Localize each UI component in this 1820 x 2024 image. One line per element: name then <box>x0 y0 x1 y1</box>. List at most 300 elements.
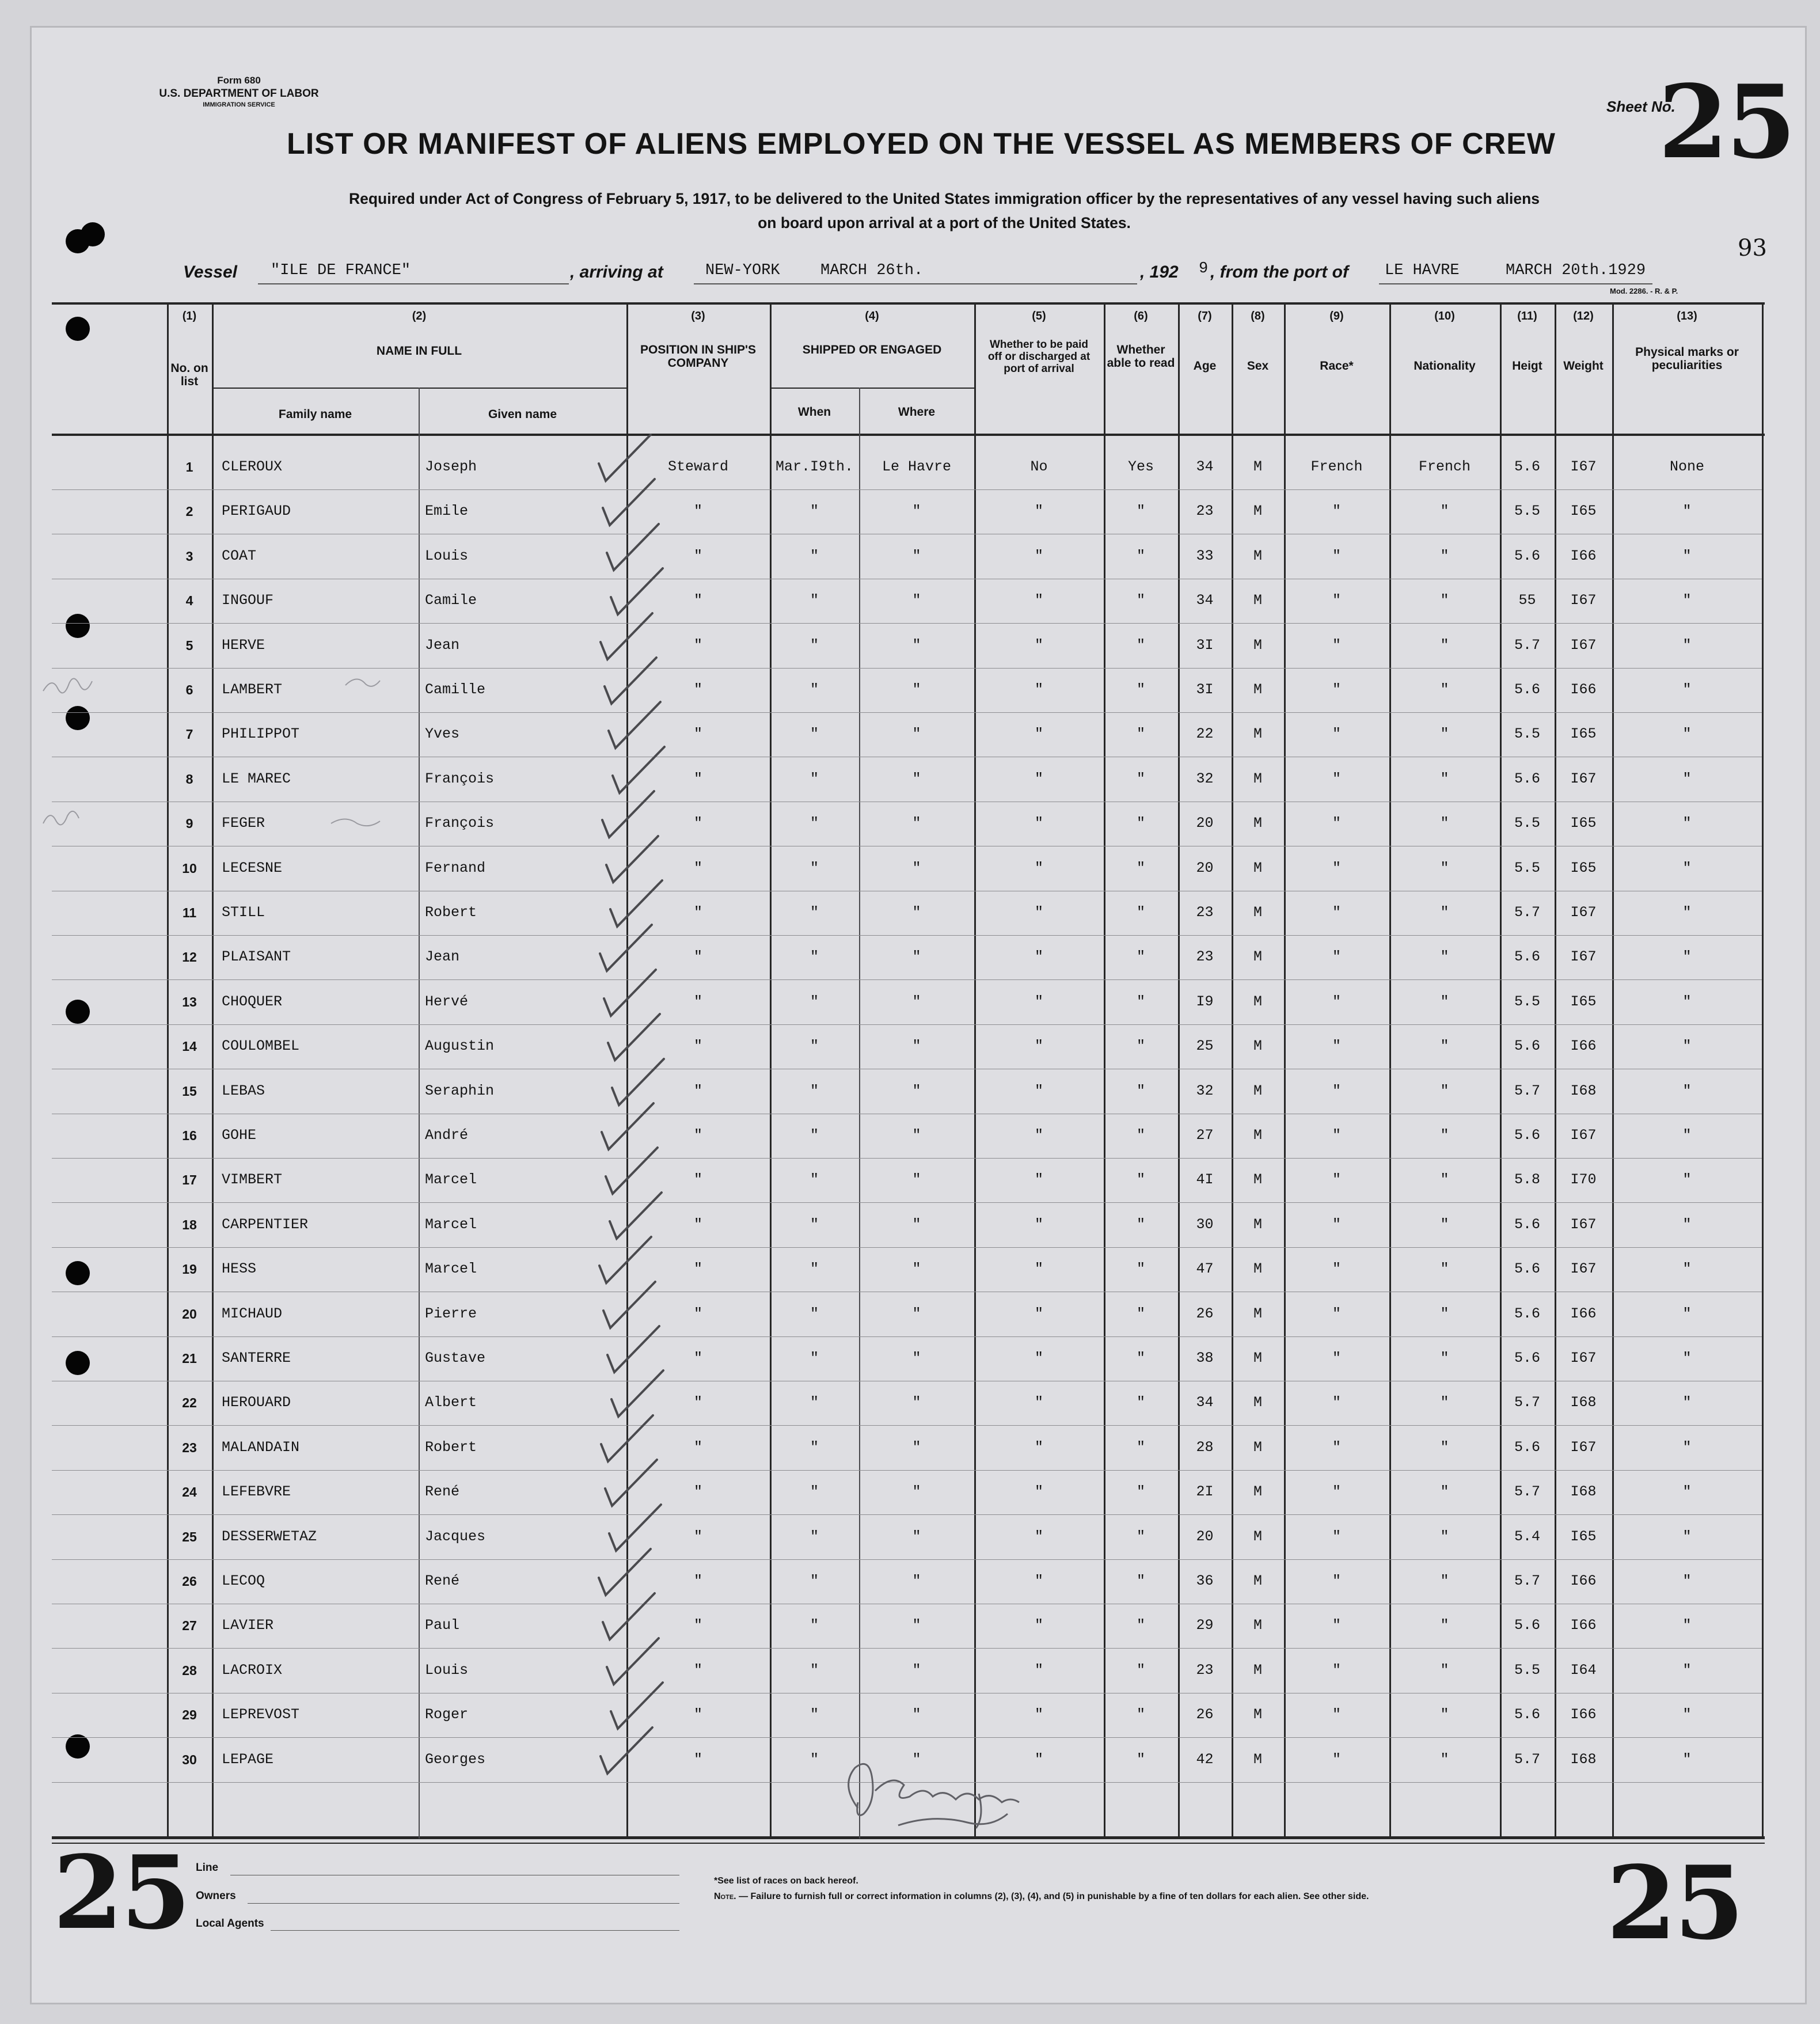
cell-given-name: Paul <box>425 1617 460 1634</box>
cell-able-to-read: " <box>1136 860 1145 876</box>
cell-physical-marks: " <box>1682 1483 1692 1500</box>
cell-no: 18 <box>182 1217 197 1232</box>
cell-where: " <box>912 637 921 654</box>
col3-number: (3) <box>691 310 705 322</box>
stamp-number: 93 <box>1738 235 1767 261</box>
cell-paid-off: " <box>1034 592 1043 609</box>
cell-race: " <box>1332 592 1341 609</box>
col6-number: (6) <box>1134 310 1148 322</box>
cell-able-to-read: " <box>1136 1528 1145 1545</box>
cell-nationality: " <box>1440 1528 1449 1545</box>
cell-family-name: COAT <box>222 548 257 564</box>
cell-where: " <box>912 1038 921 1054</box>
cell-height: 5.6 <box>1514 1216 1540 1233</box>
cell-sex: M <box>1253 592 1262 609</box>
cell-able-to-read: " <box>1136 948 1145 965</box>
cell-race: " <box>1332 726 1341 742</box>
cell-nationality: " <box>1440 1573 1449 1589</box>
cell-where: " <box>912 548 921 564</box>
cell-no: 29 <box>182 1707 197 1722</box>
cell-height: 5.7 <box>1514 637 1540 654</box>
cell-nationality: " <box>1440 904 1449 921</box>
year-digit: 9 <box>1199 260 1209 278</box>
cell-paid-off: " <box>1034 1617 1043 1634</box>
cell-able-to-read: " <box>1136 815 1145 831</box>
cell-given-name: Yves <box>425 726 460 742</box>
cell-sex: M <box>1253 1662 1262 1679</box>
col6-label: Whether able to read <box>1107 343 1175 370</box>
cell-paid-off: " <box>1034 1662 1043 1679</box>
cell-nationality: " <box>1440 948 1449 965</box>
cell-where: " <box>912 1617 921 1634</box>
cell-race: " <box>1332 1483 1341 1500</box>
sheet-number-top: 25 <box>1658 63 1794 181</box>
cell-physical-marks: " <box>1682 1617 1692 1634</box>
cell-sex: M <box>1253 1483 1262 1500</box>
cell-age: 42 <box>1196 1751 1214 1768</box>
col13-label: Physical marks or peculiarities <box>1635 345 1739 372</box>
cell-physical-marks: " <box>1682 1305 1692 1322</box>
cell-sex: M <box>1253 860 1262 876</box>
cell-able-to-read: " <box>1136 592 1145 609</box>
cell-weight: I65 <box>1570 993 1597 1010</box>
cell-physical-marks: " <box>1682 1083 1692 1099</box>
cell-position: " <box>693 1216 702 1233</box>
cell-where: " <box>912 1260 921 1277</box>
cell-family-name: SANTERRE <box>222 1350 291 1366</box>
cell-position: " <box>693 948 702 965</box>
cell-age: 4I <box>1196 1171 1214 1188</box>
cell-nationality: " <box>1440 993 1449 1010</box>
checkmark-icon <box>602 1103 653 1149</box>
cell-when: " <box>810 1617 819 1634</box>
arriving-port: NEW-YORK <box>705 262 780 279</box>
cell-age: 23 <box>1196 1662 1214 1679</box>
checkmark-icon <box>605 1460 657 1506</box>
cell-able-to-read: " <box>1136 1127 1145 1144</box>
checkmark-icon <box>609 1505 661 1551</box>
checkmark-icon <box>610 1193 662 1239</box>
cell-height: 5.5 <box>1514 726 1540 742</box>
cell-height: 5.6 <box>1514 1260 1540 1277</box>
cell-weight: I65 <box>1570 815 1597 831</box>
cell-when: " <box>810 1083 819 1099</box>
footer-note <box>714 1892 1369 1902</box>
cell-age: 36 <box>1196 1573 1214 1589</box>
cell-age: 3I <box>1196 681 1214 698</box>
cell-physical-marks: " <box>1682 681 1692 698</box>
cell-height: 5.6 <box>1514 948 1540 965</box>
cell-no: 10 <box>182 861 197 876</box>
cell-weight: I65 <box>1570 1528 1597 1545</box>
cell-sex: M <box>1253 993 1262 1010</box>
cell-sex: M <box>1253 1127 1262 1144</box>
cell-position: " <box>693 1439 702 1456</box>
sheet-number-bottom-right: 25 <box>1606 1844 1742 1962</box>
cell-race: " <box>1332 1305 1341 1322</box>
local-agents-label: Local Agents <box>196 1917 264 1930</box>
cell-race: " <box>1332 1662 1341 1679</box>
cell-sex: M <box>1253 948 1262 965</box>
cell-no: 16 <box>182 1128 197 1143</box>
cell-position: Steward <box>667 458 729 475</box>
cell-able-to-read: " <box>1136 1083 1145 1099</box>
cell-position: " <box>693 1483 702 1500</box>
cell-where: " <box>912 503 921 519</box>
cell-given-name: Robert <box>425 904 477 921</box>
races-note: *See list of races on back hereof. <box>714 1876 858 1886</box>
cell-race: " <box>1332 993 1341 1010</box>
cell-weight: I67 <box>1570 1260 1597 1277</box>
cell-physical-marks: " <box>1682 548 1692 564</box>
sheet-number-bottom-left: 25 <box>53 1834 189 1952</box>
cell-physical-marks: " <box>1682 1260 1692 1277</box>
cell-height: 5.7 <box>1514 1483 1540 1500</box>
note-label: Note. <box>714 1892 736 1901</box>
cell-no: 4 <box>185 593 193 608</box>
cell-age: 34 <box>1196 1394 1214 1411</box>
cell-nationality: " <box>1440 1439 1449 1456</box>
cell-where: " <box>912 1305 921 1322</box>
arriving-date: MARCH 26th. <box>820 262 924 279</box>
cell-height: 5.6 <box>1514 770 1540 787</box>
cell-paid-off: " <box>1034 948 1043 965</box>
cell-position: " <box>693 1305 702 1322</box>
cell-paid-off: " <box>1034 1751 1043 1768</box>
cell-given-name: Louis <box>425 548 469 564</box>
cell-age: 30 <box>1196 1216 1214 1233</box>
cell-no: 12 <box>182 950 197 964</box>
cell-when: " <box>810 1127 819 1144</box>
checkmark-icon <box>603 479 655 525</box>
cell-when: " <box>810 860 819 876</box>
cell-where: Le Havre <box>881 458 952 475</box>
checkmark-icon <box>607 1638 659 1684</box>
cell-weight: I65 <box>1570 860 1597 876</box>
cell-nationality: " <box>1440 1662 1449 1679</box>
cell-race: " <box>1332 548 1341 564</box>
cell-physical-marks: " <box>1682 1216 1692 1233</box>
col9-number: (9) <box>1329 310 1344 322</box>
cell-family-name: GOHE <box>222 1127 257 1144</box>
cell-height: 5.6 <box>1514 681 1540 698</box>
cell-family-name: LEPAGE <box>222 1751 274 1768</box>
cell-able-to-read: " <box>1136 1394 1145 1411</box>
cell-family-name: MALANDAIN <box>222 1439 300 1456</box>
cell-race: " <box>1332 1038 1341 1054</box>
cell-nationality: " <box>1440 637 1449 654</box>
cell-sex: M <box>1253 1706 1262 1723</box>
cell-physical-marks: None <box>1669 458 1704 475</box>
cell-sex: M <box>1253 1528 1262 1545</box>
cell-where: " <box>912 1394 921 1411</box>
cell-given-name: Fernand <box>425 860 486 876</box>
col8-label: Sex <box>1247 359 1269 373</box>
cell-no: 27 <box>182 1618 197 1633</box>
cell-nationality: " <box>1440 1751 1449 1768</box>
cell-given-name: François <box>425 770 495 787</box>
cell-race: " <box>1332 904 1341 921</box>
cell-physical-marks: " <box>1682 726 1692 742</box>
cell-weight: I68 <box>1570 1394 1597 1411</box>
cell-physical-marks: " <box>1682 860 1692 876</box>
cell-height: 5.6 <box>1514 458 1540 475</box>
cell-given-name: Jean <box>425 637 460 654</box>
cell-sex: M <box>1253 1083 1262 1099</box>
cell-height: 55 <box>1518 592 1536 609</box>
cell-able-to-read: " <box>1136 1662 1145 1679</box>
cell-sex: M <box>1253 1439 1262 1456</box>
cell-paid-off: " <box>1034 1038 1043 1054</box>
cell-family-name: LEBAS <box>222 1083 265 1099</box>
cell-race: French <box>1310 458 1363 475</box>
cell-family-name: DESSERWETAZ <box>222 1528 317 1545</box>
cell-sex: M <box>1253 815 1262 831</box>
cell-given-name: Camille <box>425 681 486 698</box>
cell-family-name: CHOQUER <box>222 993 283 1010</box>
cell-age: 20 <box>1196 1528 1214 1545</box>
agents-blank <box>271 1930 679 1931</box>
cell-given-name: Camile <box>425 592 477 609</box>
cell-family-name: LAVIER <box>222 1617 274 1634</box>
vessel-name: "ILE DE FRANCE" <box>271 262 411 279</box>
cell-when: " <box>810 1305 819 1322</box>
cell-paid-off: " <box>1034 1216 1043 1233</box>
cell-race: " <box>1332 948 1341 965</box>
year-prefix: , 192 <box>1140 263 1179 282</box>
cell-nationality: " <box>1440 1171 1449 1188</box>
from-label: , from the port of <box>1210 263 1348 282</box>
cell-able-to-read: " <box>1136 1305 1145 1322</box>
cell-nationality: " <box>1440 1394 1449 1411</box>
cell-age: 22 <box>1196 726 1214 742</box>
cell-when: " <box>810 1394 819 1411</box>
cell-sex: M <box>1253 904 1262 921</box>
cell-family-name: CARPENTIER <box>222 1216 309 1233</box>
col1-label: No. on list <box>170 362 208 388</box>
cell-physical-marks: " <box>1682 1171 1692 1188</box>
cell-able-to-read: " <box>1136 1751 1145 1768</box>
cell-physical-marks: " <box>1682 1706 1692 1723</box>
cell-race: " <box>1332 1260 1341 1277</box>
cell-height: 5.6 <box>1514 1706 1540 1723</box>
checkmark-icon <box>599 1549 651 1595</box>
cell-height: 5.4 <box>1514 1528 1540 1545</box>
col1-number: (1) <box>182 310 197 322</box>
cell-age: 38 <box>1196 1350 1214 1366</box>
cell-given-name: René <box>425 1483 460 1500</box>
checkmark-icon <box>613 747 664 793</box>
cell-given-name: François <box>425 815 495 831</box>
cell-when: " <box>810 1038 819 1054</box>
cell-paid-off: " <box>1034 993 1043 1010</box>
cell-able-to-read: " <box>1136 1483 1145 1500</box>
cell-sex: M <box>1253 458 1262 475</box>
checkmark-icon <box>610 880 662 926</box>
cell-able-to-read: " <box>1136 681 1145 698</box>
cell-family-name: PHILIPPOT <box>222 726 300 742</box>
cell-given-name: Robert <box>425 1439 477 1456</box>
col13-number: (13) <box>1677 310 1697 322</box>
cell-given-name: Marcel <box>425 1260 477 1277</box>
cell-race: " <box>1332 1528 1341 1545</box>
cell-where: " <box>912 904 921 921</box>
cell-age: 34 <box>1196 458 1214 475</box>
cell-when: " <box>810 1171 819 1188</box>
cell-no: 28 <box>182 1663 197 1678</box>
cell-paid-off: " <box>1034 1171 1043 1188</box>
cell-no: 15 <box>182 1084 197 1099</box>
cell-able-to-read: " <box>1136 1350 1145 1366</box>
checkmark-icon <box>612 1059 664 1105</box>
cell-age: 26 <box>1196 1706 1214 1723</box>
cell-age: 32 <box>1196 770 1214 787</box>
checkmark-icon <box>608 1014 660 1060</box>
cell-sex: M <box>1253 770 1262 787</box>
cell-family-name: VIMBERT <box>222 1171 283 1188</box>
cell-when: " <box>810 1528 819 1545</box>
cell-sex: M <box>1253 1305 1262 1322</box>
cell-able-to-read: " <box>1136 1706 1145 1723</box>
cell-nationality: " <box>1440 1483 1449 1500</box>
cell-weight: I66 <box>1570 1305 1597 1322</box>
cell-age: 23 <box>1196 503 1214 519</box>
cell-given-name: Augustin <box>425 1038 495 1054</box>
col4-label: SHIPPED OR ENGAGED <box>802 343 942 356</box>
cell-weight: I67 <box>1570 1216 1597 1233</box>
cell-able-to-read: " <box>1136 1439 1145 1456</box>
col4-number: (4) <box>865 310 879 322</box>
cell-age: 34 <box>1196 592 1214 609</box>
checkmark-icon <box>601 1415 653 1461</box>
cell-given-name: René <box>425 1573 460 1589</box>
signature-icon <box>849 1764 1019 1828</box>
cell-where: " <box>912 681 921 698</box>
cell-weight: I67 <box>1570 637 1597 654</box>
cell-sex: M <box>1253 681 1262 698</box>
cell-paid-off: " <box>1034 860 1043 876</box>
cell-race: " <box>1332 860 1341 876</box>
col12-number: (12) <box>1573 310 1594 322</box>
cell-position: " <box>693 548 702 564</box>
cell-where: " <box>912 1350 921 1366</box>
col4-where-label: Where <box>898 405 936 419</box>
cell-able-to-read: " <box>1136 637 1145 654</box>
cell-when: " <box>810 948 819 965</box>
col2-family-label: Family name <box>278 408 352 421</box>
cell-where: " <box>912 860 921 876</box>
cell-race: " <box>1332 1706 1341 1723</box>
cell-paid-off: " <box>1034 1528 1043 1545</box>
cell-paid-off: " <box>1034 681 1043 698</box>
cell-physical-marks: " <box>1682 592 1692 609</box>
cell-paid-off: " <box>1034 904 1043 921</box>
cell-when: " <box>810 1216 819 1233</box>
cell-paid-off: " <box>1034 548 1043 564</box>
cell-no: 24 <box>182 1484 197 1499</box>
cell-sex: M <box>1253 1573 1262 1589</box>
cell-weight: I65 <box>1570 503 1597 519</box>
cell-age: 23 <box>1196 948 1214 965</box>
col10-number: (10) <box>1434 310 1455 322</box>
cell-when: " <box>810 548 819 564</box>
cell-no: 9 <box>185 816 193 831</box>
checkmark-icon <box>601 1727 652 1774</box>
checkmark-icon <box>606 836 658 882</box>
cell-age: 20 <box>1196 860 1214 876</box>
cell-race: " <box>1332 1127 1341 1144</box>
cell-given-name: Marcel <box>425 1171 477 1188</box>
cell-physical-marks: " <box>1682 1394 1692 1411</box>
cell-weight: I67 <box>1570 592 1597 609</box>
cell-height: 5.8 <box>1514 1171 1540 1188</box>
cell-paid-off: " <box>1034 1305 1043 1322</box>
cell-where: " <box>912 770 921 787</box>
cell-position: " <box>693 1706 702 1723</box>
cell-weight: I67 <box>1570 1127 1597 1144</box>
cell-family-name: LEFEBVRE <box>222 1483 291 1500</box>
col2-number: (2) <box>412 310 427 322</box>
col11-number: (11) <box>1517 310 1537 322</box>
cell-no: 26 <box>182 1574 197 1589</box>
checkmark-icon <box>599 1237 651 1283</box>
cell-age: 33 <box>1196 548 1214 564</box>
checkmark-icon <box>611 568 663 614</box>
cell-paid-off: " <box>1034 1394 1043 1411</box>
cell-sex: M <box>1253 1617 1262 1634</box>
cell-position: " <box>693 1350 702 1366</box>
cell-race: " <box>1332 1573 1341 1589</box>
cell-sex: M <box>1253 726 1262 742</box>
cell-family-name: FEGER <box>222 815 265 831</box>
cell-nationality: " <box>1440 548 1449 564</box>
cell-family-name: HEROUARD <box>222 1394 291 1411</box>
cell-when: " <box>810 770 819 787</box>
cell-age: 47 <box>1196 1260 1214 1277</box>
cell-paid-off: " <box>1034 1483 1043 1500</box>
cell-position: " <box>693 503 702 519</box>
col7-number: (7) <box>1198 310 1212 322</box>
cell-height: 5.6 <box>1514 1350 1540 1366</box>
cell-physical-marks: " <box>1682 1038 1692 1054</box>
cell-no: 1 <box>185 460 193 474</box>
cell-physical-marks: " <box>1682 503 1692 519</box>
cell-nationality: " <box>1440 1617 1449 1634</box>
cell-paid-off: " <box>1034 1350 1043 1366</box>
cell-able-to-read: " <box>1136 1573 1145 1589</box>
cell-where: " <box>912 1483 921 1500</box>
cell-nationality: " <box>1440 681 1449 698</box>
cell-race: " <box>1332 637 1341 654</box>
cell-physical-marks: " <box>1682 1751 1692 1768</box>
cell-given-name: Albert <box>425 1394 477 1411</box>
cell-where: " <box>912 1127 921 1144</box>
checkmark-icon <box>603 1593 655 1639</box>
cell-weight: I66 <box>1570 1617 1597 1634</box>
cell-physical-marks: " <box>1682 904 1692 921</box>
cell-race: " <box>1332 681 1341 698</box>
cell-no: 20 <box>182 1307 197 1322</box>
cell-height: 5.6 <box>1514 1617 1540 1634</box>
cell-no: 11 <box>182 905 197 920</box>
cell-able-to-read: " <box>1136 1171 1145 1188</box>
cell-age: 23 <box>1196 904 1214 921</box>
cell-physical-marks: " <box>1682 948 1692 965</box>
cell-height: 5.5 <box>1514 1662 1540 1679</box>
col12-label: Weight <box>1563 359 1604 373</box>
cell-height: 5.5 <box>1514 993 1540 1010</box>
cell-family-name: LACROIX <box>222 1662 283 1679</box>
